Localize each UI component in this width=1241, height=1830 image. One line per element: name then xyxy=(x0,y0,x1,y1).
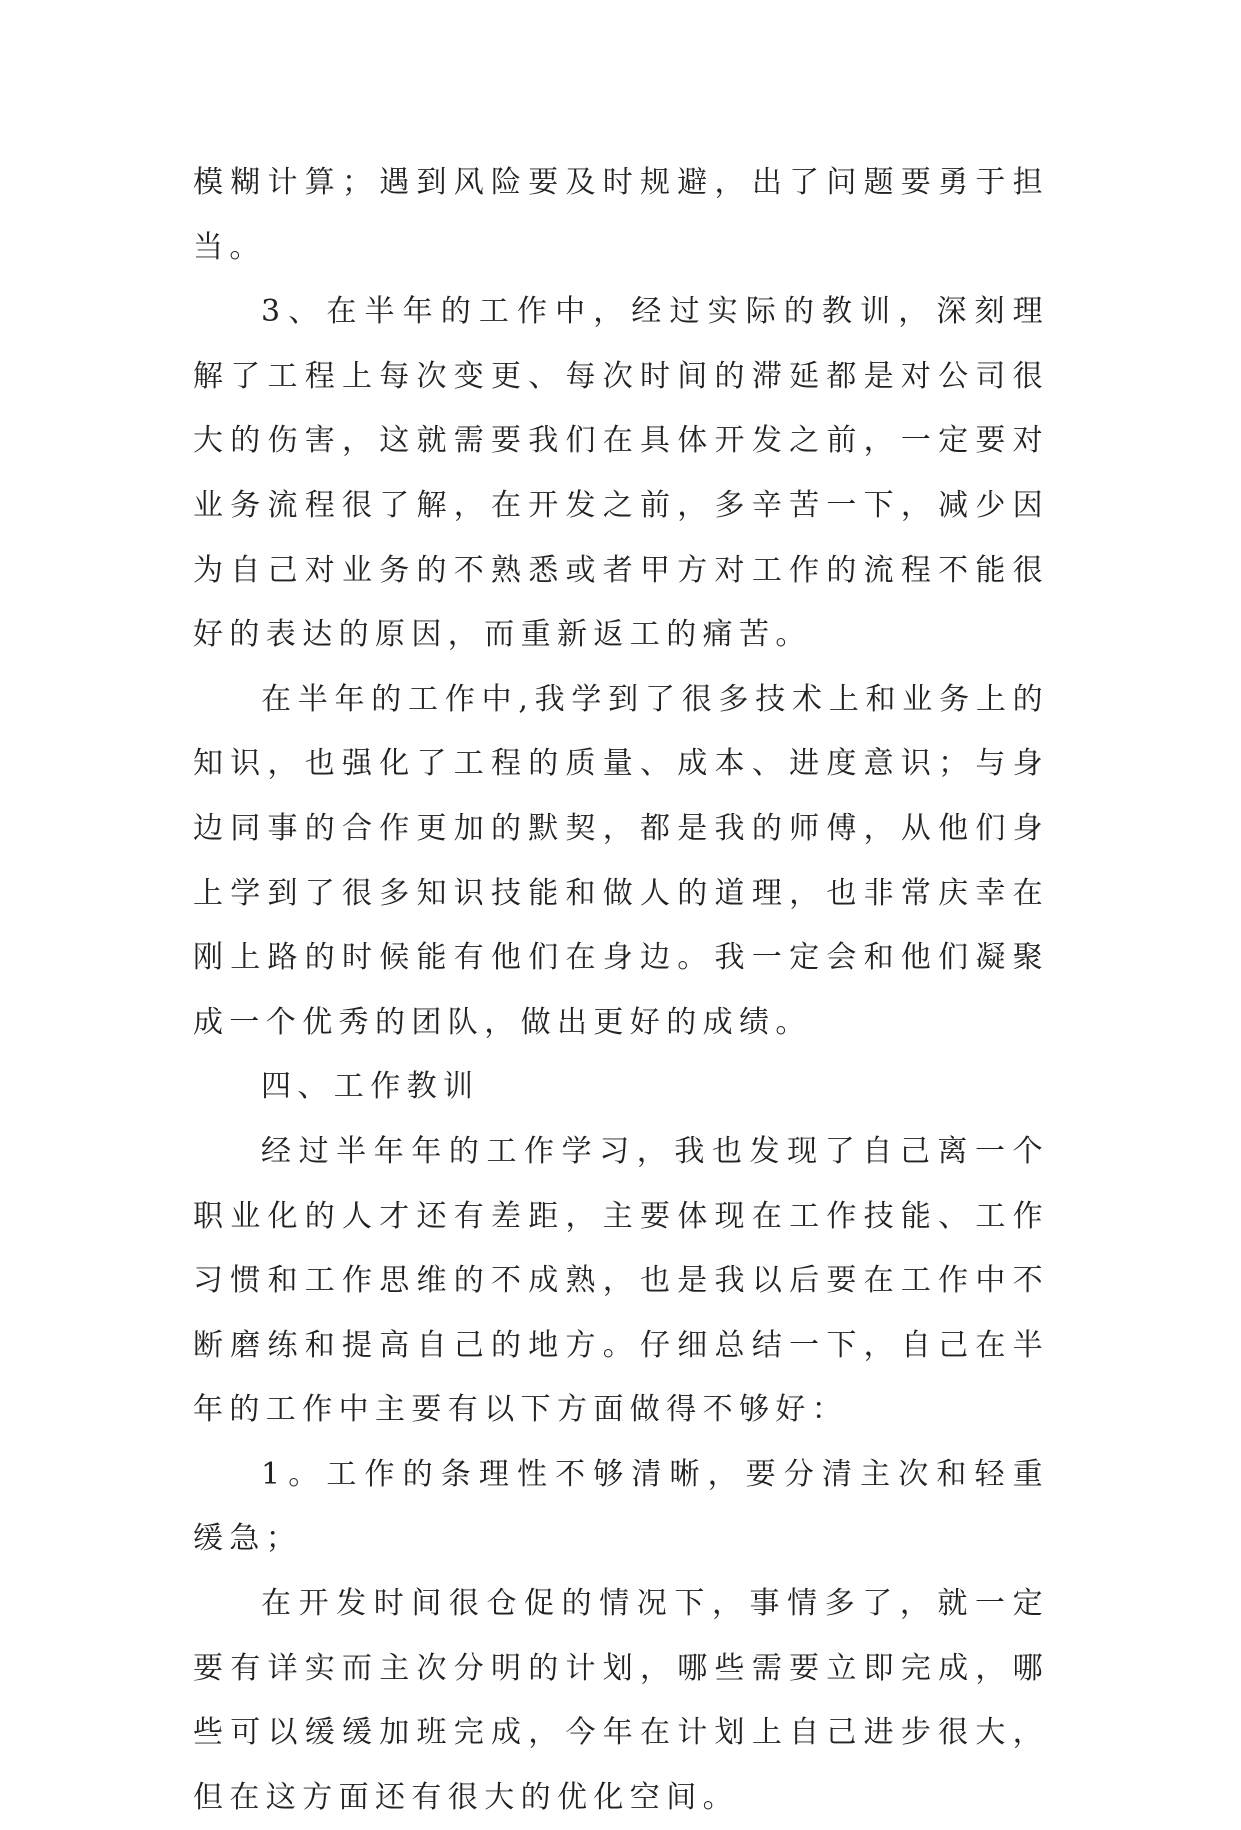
section-heading-lessons: 四、工作教训 xyxy=(261,1069,480,1105)
paragraph-lesson-1-detail: 在开发时间很仓促的情况下，事情多了，就一定要有详实而主次分明的计划，哪些需要立即完成，哪些可以缓缓加班完成，今年在计划上自己进步很大，但在这方面还有很大的优化空间。 xyxy=(193,1586,1049,1815)
paragraph-lessons-intro: 经过半年年的工作学习，我也发现了自己离一个职业化的人才还有差距，主要体现在工作技能、工作习惯和工作思维的不成熟，也是我以后要在工作中不断磨练和提高自己的地方。仔细总结一下，自己在半年的工作中主要有以下方面做得不够好： xyxy=(193,1133,1049,1428)
paragraph-lesson-1: 1。工作的条理性不够清晰，要分清主次和轻重缓急； xyxy=(193,1456,1049,1557)
paragraph-point-3: 3、在半年的工作中，经过实际的教训，深刻理解了工程上每次变更、每次时间的滞延都是对公司很大的伤害，这就需要我们在具体开发之前，一定要对业务流程很了解，在开发之前，多辛苦一下，减少因为自己对业务的不熟悉或者甲方对工作的流程不能很好的表达的原因，而重新返工的痛苦。 xyxy=(193,294,1049,653)
paragraph-continuation: 模糊计算；遇到风险要及时规避，出了问题要勇于担当。 xyxy=(193,165,1049,265)
document-body xyxy=(193,151,1049,1830)
paragraph-learning-summary: 在半年的工作中,我学到了很多技术上和业务上的知识，也强化了工程的质量、成本、进度意识；与身边同事的合作更加的默契，都是我的师傅，从他们身上学到了很多知识技能和做人的道理，也非常庆幸在刚上路的时候能有他们在身边。我一定会和他们凝聚成一个优秀的团队，做出更好的成绩。 xyxy=(193,681,1049,1040)
